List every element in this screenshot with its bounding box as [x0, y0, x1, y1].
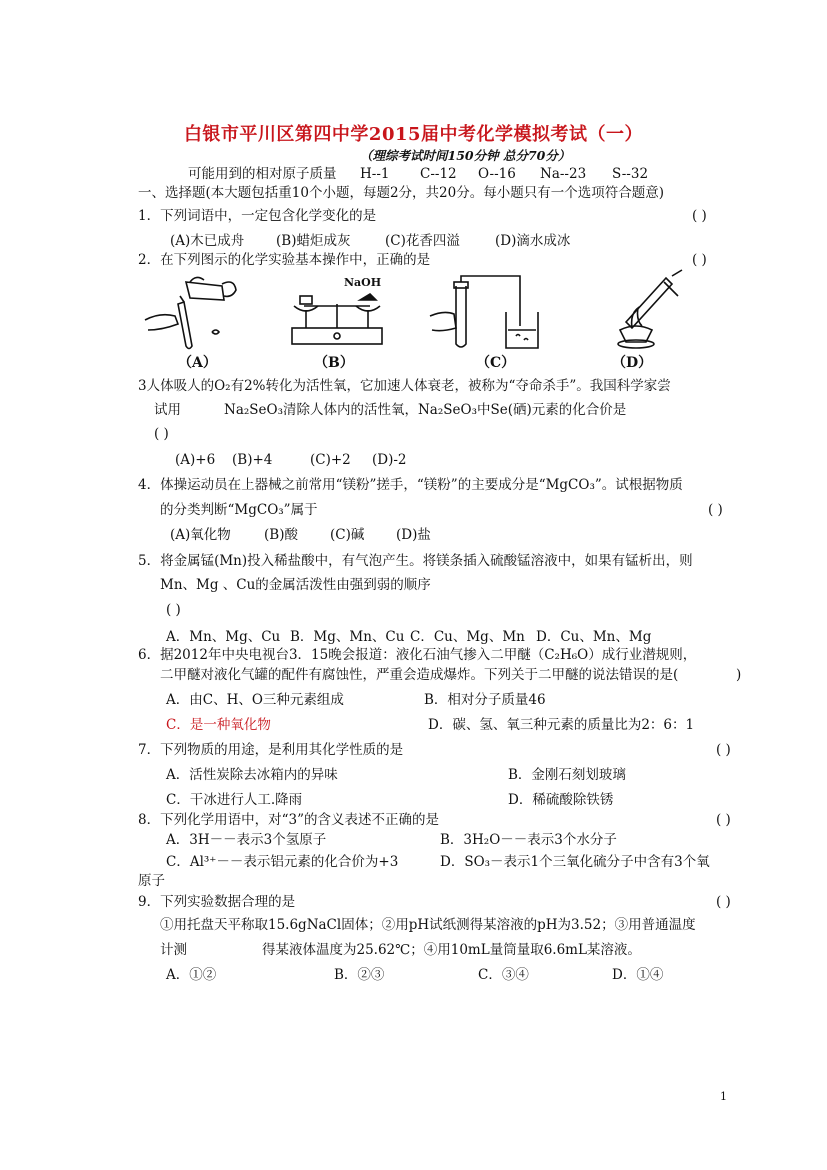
q6-option-d: D．碳、氢、氧三种元素的质量比为2：6：1 — [428, 717, 695, 733]
atomic-mass-h: H--1 — [360, 166, 390, 182]
q6-option-b: B．相对分子质量46 — [424, 692, 546, 708]
q9-line-2b: 得某液体温度为25.62℃；④用10mL量筒量取6.6mL某溶液。 — [262, 942, 641, 958]
q3-option-c: (C)+2 — [310, 452, 351, 468]
q8-continuation: 原子 — [138, 873, 165, 889]
atomic-mass-c: C--12 — [420, 166, 457, 182]
atomic-mass-o: O--16 — [478, 166, 516, 182]
q7-answer-blank: ( ) — [716, 742, 731, 758]
q6-line-1: 6．据2012年中央电视台3．15晚会报道：液化石油气掺入二甲醚（C₂H₆O）成行业潜规则， — [138, 647, 697, 663]
q5-answer-blank: ( ) — [166, 602, 181, 618]
q5-option-d: D．Cu、Mn、Mg — [536, 629, 652, 645]
q9-option-a: A．①② — [166, 967, 217, 983]
q8-option-a: A．3H－－表示3个氢原子 — [166, 832, 327, 848]
q4-option-c: (C)碱 — [330, 527, 365, 543]
figure-d-heating-icon — [596, 268, 696, 352]
figure-c-airtightness-icon — [428, 272, 548, 352]
q4-option-a: (A)氧化物 — [170, 527, 231, 543]
q1-answer-blank: ( ) — [692, 208, 707, 224]
q9-answer-blank: ( ) — [716, 894, 731, 910]
q5-option-b: B．Mg、Mn、Cu — [290, 629, 405, 645]
q4-answer-blank: ( ) — [708, 502, 723, 518]
exam-subtitle: （理综考试时间150分钟 总分70分） — [360, 148, 571, 163]
q9-option-d: D．①④ — [612, 967, 664, 983]
q3-option-a: (A)+6 — [175, 452, 216, 468]
q1-option-a: (A)木已成舟 — [170, 233, 245, 249]
q8-option-c: C．Al³⁺－－表示铝元素的化合价为+3 — [166, 854, 399, 870]
page-number: 1 — [720, 1090, 727, 1103]
q6-line-2-end: ) — [736, 667, 742, 683]
q5-line-1: 5．将金属锰(Mn)投入稀盐酸中，有气泡产生。将镁条插入硫酸锰溶液中，如果有锰析出，则 — [138, 553, 693, 569]
q4-option-d: (D)盐 — [396, 527, 431, 543]
q7-option-d: D．稀硫酸除铁锈 — [508, 792, 614, 808]
q7-option-c: C．干冰进行人工.降雨 — [166, 792, 303, 808]
q4-option-b: (B)酸 — [264, 527, 298, 543]
q5-line-2: Mn、Mg 、Cu的金属活泼性由强到弱的顺序 — [160, 577, 431, 593]
atomic-mass-na: Na--23 — [540, 166, 587, 182]
section-heading: 一、选择题(本大题包括重10个小题，每题2分，共20分。每小题只有一个选项符合题意) — [138, 185, 664, 201]
q7-option-b: B．金刚石刻划玻璃 — [508, 767, 626, 783]
q7-option-a: A．活性炭除去冰箱内的异味 — [166, 767, 338, 783]
q6-option-c: C．是一种氧化物 — [166, 717, 271, 733]
q9-option-c: C．③④ — [478, 967, 529, 983]
q2-answer-blank: ( ) — [692, 252, 707, 268]
q5-option-a: A．Mn、Mg、Cu — [166, 629, 281, 645]
figure-c-label: （C） — [476, 355, 516, 371]
q3-option-b: (B)+4 — [232, 452, 273, 468]
q9-stem: 9．下列实验数据合理的是 — [138, 894, 296, 910]
q5-option-c: C．Cu、Mg、Mn — [410, 629, 525, 645]
q3-line-1: 3人体吸人的O₂有2%转化为活性氧，它加速人体衰老，被称为“夺命杀手”。我国科学家尝 — [138, 378, 671, 394]
q8-stem: 8．下列化学用语中，对“3”的含义表述不正确的是 — [138, 812, 439, 828]
q9-option-b: B．②③ — [334, 967, 385, 983]
exam-title: 白银市平川区第四中学2015届中考化学模拟考试（一） — [183, 124, 644, 145]
q1-stem: 1．下列词语中，一定包含化学变化的是 — [138, 208, 377, 224]
naoh-label: NaOH — [344, 276, 382, 289]
q1-option-c: (C)花香四溢 — [385, 233, 460, 249]
q3-line-2b: Na₂SeO₃清除人体内的活性氧，Na₂SeO₃中Se(硒)元素的化合价是 — [224, 402, 627, 418]
figure-a-pouring-icon — [140, 272, 250, 352]
q8-option-b: B．3H₂O－－表示3个水分子 — [440, 832, 617, 848]
q4-line-1: 4．体操运动员在上器械之前常用“镁粉”搓手，“镁粉”的主要成分是“MgCO₃”。试根据物质 — [138, 477, 683, 493]
q6-line-2: 二甲醚对液化气罐的配件有腐蚀性，严重会造成爆炸。下列关于二甲醚的说法错误的是( — [160, 667, 679, 683]
q9-line-1: ①用托盘天平称取15.6gNaCl固体；②用pH试纸测得某溶液的pH为3.52；③用普通温度 — [160, 917, 696, 933]
figure-b-label: （B） — [314, 355, 354, 371]
q8-option-d: D．SO₃－表示1个三氧化硫分子中含有3个氧 — [440, 854, 710, 870]
figure-a-label: （A） — [178, 355, 217, 371]
q3-option-d: (D)-2 — [372, 452, 407, 468]
q9-line-2a: 计测 — [160, 942, 187, 958]
q1-option-b: (B)蜡炬成灰 — [276, 233, 351, 249]
atomic-mass-s: S--32 — [612, 166, 649, 182]
figure-d-label: （D） — [612, 355, 653, 371]
q2-stem: 2．在下列图示的化学实验基本操作中，正确的是 — [138, 252, 431, 268]
q3-answer-blank: ( ) — [154, 426, 169, 442]
atomic-mass-label: 可能用到的相对原子质量 — [188, 166, 337, 182]
q1-option-d: (D)滴水成冰 — [495, 233, 571, 249]
q6-option-a: A．由C、H、O三种元素组成 — [166, 692, 344, 708]
q7-stem: 7．下列物质的用途，是利用其化学性质的是 — [138, 742, 404, 758]
q3-line-2a: 试用 — [154, 402, 181, 418]
q8-answer-blank: ( ) — [716, 812, 731, 828]
q4-line-2: 的分类判断“MgCO₃”属于 — [160, 502, 318, 518]
